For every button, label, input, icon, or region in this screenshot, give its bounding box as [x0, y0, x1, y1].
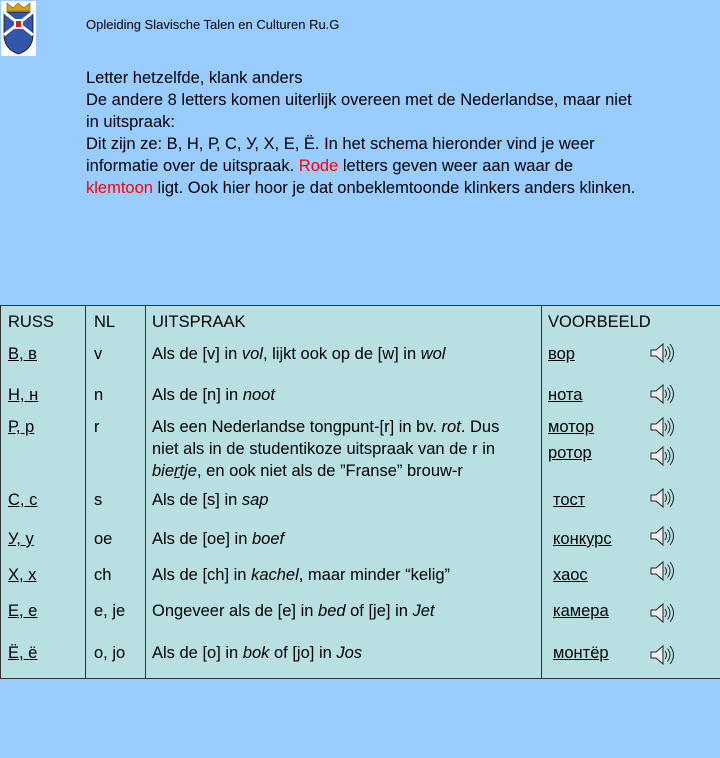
- russ-letter-link[interactable]: Х, х: [8, 566, 37, 584]
- pronunciation-table: [0, 305, 720, 679]
- speaker-icon[interactable]: [648, 341, 674, 365]
- uitspraak-text: Ongeveer als de [e] in bed of [je] in Jet: [152, 602, 435, 620]
- university-crest-logo: [1, 1, 36, 56]
- example-word-link[interactable]: мотор: [548, 418, 594, 436]
- intro-heading: Letter hetzelfde, klank anders: [86, 69, 303, 87]
- example-word-link[interactable]: нота: [548, 386, 583, 404]
- speaker-icon[interactable]: [648, 601, 674, 625]
- column-divider: [85, 306, 86, 678]
- uitspraak-text: Als de [n] in noot: [152, 386, 275, 404]
- speaker-icon[interactable]: [648, 559, 674, 583]
- column-divider: [541, 306, 542, 678]
- example-word-link-2[interactable]: ротор: [548, 444, 592, 462]
- russ-letter-link[interactable]: Ё, ё: [8, 644, 38, 662]
- russ-letter-link[interactable]: У, у: [8, 530, 34, 548]
- russ-letter-link[interactable]: Р, р: [8, 418, 35, 436]
- intro-line-5: [86, 177, 706, 199]
- uitspraak-text: Als de [o] in bok of [jo] in Jos: [152, 644, 363, 662]
- header-nl: NL: [94, 313, 116, 331]
- uitspraak-text: Als de [s] in sap: [152, 491, 269, 509]
- intro-line-3: Dit zijn ze: В, Н, Р, С, У, Х, Е, Ё. In het schema hieronder vind je weer: [86, 135, 595, 153]
- header-voorbeeld: VOORBEELD: [548, 313, 651, 331]
- speaker-icon[interactable]: [648, 415, 674, 439]
- column-divider: [145, 306, 146, 678]
- nl-sound: n: [94, 386, 104, 404]
- speaker-icon[interactable]: [648, 643, 674, 667]
- intro-text: [86, 67, 706, 199]
- intro-line-1: De andere 8 letters komen uiterlijk overeen met de Nederlandse, maar niet: [86, 91, 632, 109]
- russ-letter-link[interactable]: Е, е: [8, 602, 38, 620]
- example-word-link[interactable]: камера: [553, 602, 609, 620]
- russ-letter-link[interactable]: С, с: [8, 491, 38, 509]
- rode-word: Rode: [298, 157, 339, 175]
- intro-line-2: in uitspraak:: [86, 113, 175, 131]
- header-title: Opleiding Slavische Talen en Culturen Ru.G: [86, 17, 340, 32]
- uitspraak-text-line-2: niet als in de studentikoze uitspraak van de r in: [152, 440, 496, 458]
- example-word-link[interactable]: конкурс: [553, 530, 612, 548]
- intro-line-4: [86, 155, 706, 177]
- nl-sound: r: [94, 418, 100, 436]
- russ-letter-link[interactable]: В, в: [8, 345, 37, 363]
- header-uitspraak: UITSPRAAK: [152, 313, 246, 331]
- intro-line-4a: informatie over de uitspraak.: [86, 157, 295, 175]
- nl-sound: ch: [94, 566, 112, 584]
- example-word-link[interactable]: хаос: [553, 566, 588, 584]
- speaker-icon[interactable]: [648, 524, 674, 548]
- example-word-link[interactable]: монтёр: [553, 644, 609, 662]
- uitspraak-text: Als een Nederlandse tongpunt-[r] in bv. rot. Dus: [152, 418, 500, 436]
- speaker-icon[interactable]: [648, 382, 674, 406]
- intro-line-5a: ligt. Ook hier hoor je dat onbeklemtoonde klinkers anders klinken.: [157, 179, 636, 197]
- header-russ: RUSS: [8, 313, 54, 331]
- uitspraak-text: Als de [v] in vol, lijkt ook op de [w] in wol: [152, 345, 446, 363]
- speaker-icon[interactable]: [648, 444, 674, 468]
- example-word-link[interactable]: тост: [553, 491, 586, 509]
- intro-line-4b: letters geven weer aan waar de: [342, 157, 574, 175]
- nl-sound: s: [94, 491, 103, 509]
- nl-sound: e, je: [94, 602, 126, 620]
- speaker-icon[interactable]: [648, 486, 674, 510]
- uitspraak-text: Als de [ch] in kachel, maar minder “kelig”: [152, 566, 451, 584]
- nl-sound: oe: [94, 530, 113, 548]
- example-word-link[interactable]: вор: [548, 345, 575, 363]
- klemtoon-word: klemtoon: [86, 179, 153, 197]
- russ-letter-link[interactable]: Н, н: [8, 386, 39, 404]
- uitspraak-text-line-3: biertje, en ook niet als de ”Franse” brouw-r: [152, 462, 463, 480]
- nl-sound: v: [94, 345, 103, 363]
- uitspraak-text: Als de [oe] in boef: [152, 530, 285, 548]
- nl-sound: o, jo: [94, 644, 126, 662]
